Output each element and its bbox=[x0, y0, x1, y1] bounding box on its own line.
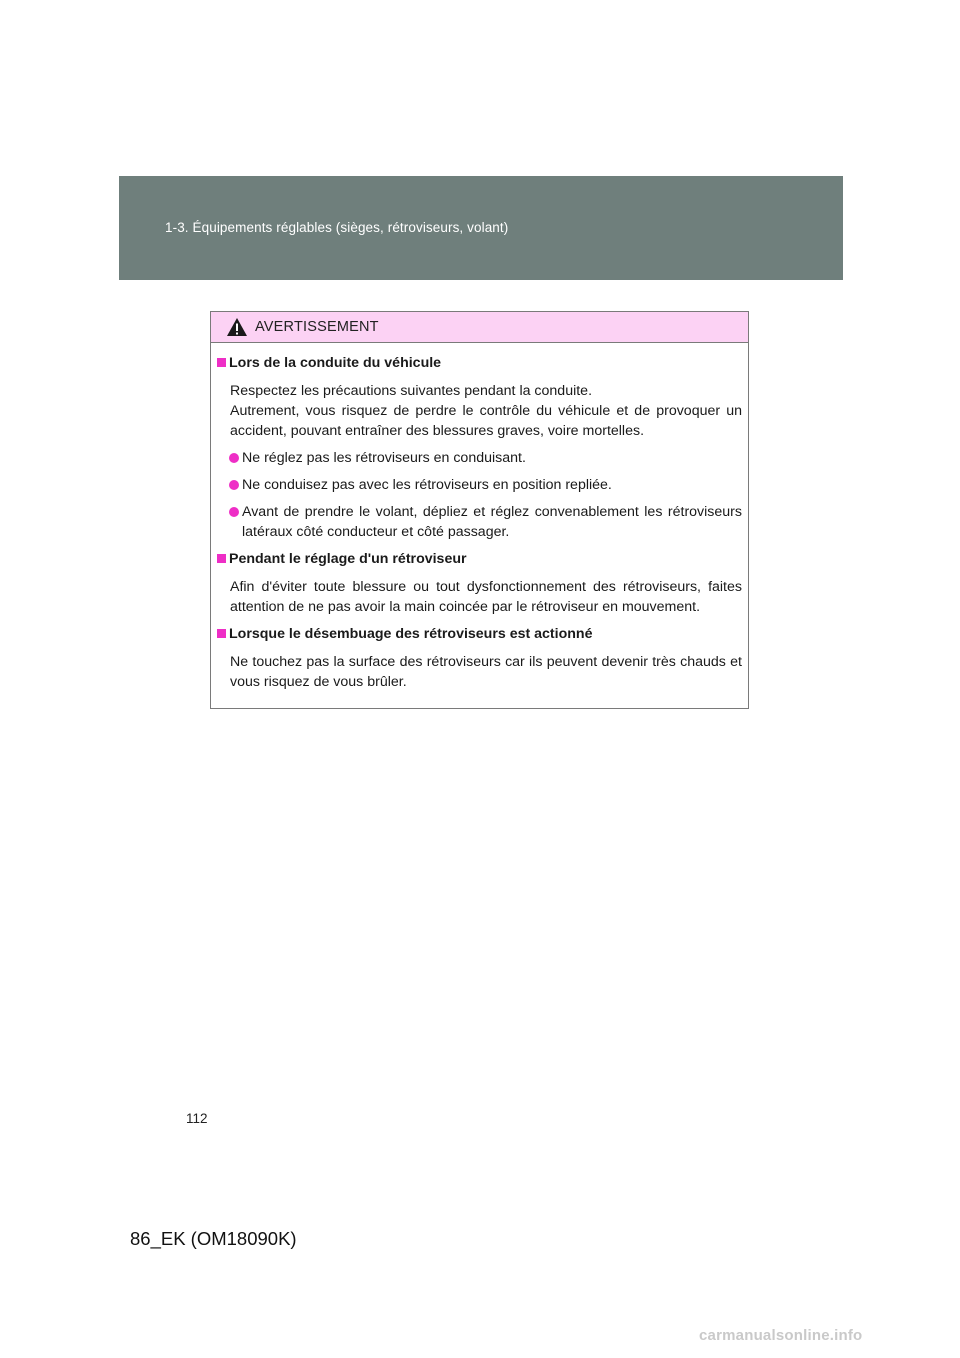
page-number: 112 bbox=[186, 1111, 208, 1126]
list-item: Ne réglez pas les rétroviseurs en conduisant. bbox=[217, 448, 742, 468]
section-heading-driving: Lors de la conduite du véhicule bbox=[217, 353, 742, 373]
section-text-driving-consequence: Autrement, vous risquez de perdre le contrôle du véhicule et de provoquer un accident, pouvant entraîner des blessures graves, voire mortelles. bbox=[230, 403, 742, 439]
square-bullet-icon bbox=[217, 554, 226, 563]
section-text-defogger: Ne touchez pas la surface des rétroviseurs car ils peuvent devenir très chauds et vous risquez de vous brûler. bbox=[230, 654, 742, 690]
circle-bullet-icon bbox=[229, 480, 239, 490]
section-title: 1-3. Équipements réglables (sièges, rétroviseurs, volant) bbox=[165, 220, 509, 235]
list-item: Avant de prendre le volant, dépliez et réglez convenablement les rétroviseurs latéraux côté conducteur et côté passager. bbox=[217, 502, 742, 542]
section-text-driving: Respectez les précautions suivantes pendant la conduite. bbox=[230, 383, 593, 399]
square-bullet-icon bbox=[217, 629, 226, 638]
square-bullet-icon bbox=[217, 358, 226, 367]
circle-bullet-icon bbox=[229, 453, 239, 463]
document-code: 86_EK (OM18090K) bbox=[130, 1228, 297, 1249]
warning-title: AVERTISSEMENT bbox=[255, 319, 379, 335]
circle-bullet-icon bbox=[229, 507, 239, 517]
list-item: Ne conduisez pas avec les rétroviseurs en position repliée. bbox=[217, 475, 742, 495]
section-text-adjusting: Afin d'éviter toute blessure ou tout dysfonctionnement des rétroviseurs, faites attention de ne pas avoir la main coincée par le rétroviseur en mouvement. bbox=[230, 579, 742, 615]
warning-box bbox=[210, 311, 749, 709]
warning-header bbox=[211, 312, 748, 343]
section-heading-defogger: Lorsque le désembuage des rétroviseurs est actionné bbox=[217, 624, 742, 644]
section-header-band bbox=[119, 176, 843, 280]
warning-body bbox=[211, 343, 748, 692]
warning-triangle-icon bbox=[226, 317, 248, 337]
watermark: carmanualsonline.info bbox=[699, 1327, 863, 1344]
section-heading-adjusting: Pendant le réglage d'un rétroviseur bbox=[217, 549, 742, 569]
